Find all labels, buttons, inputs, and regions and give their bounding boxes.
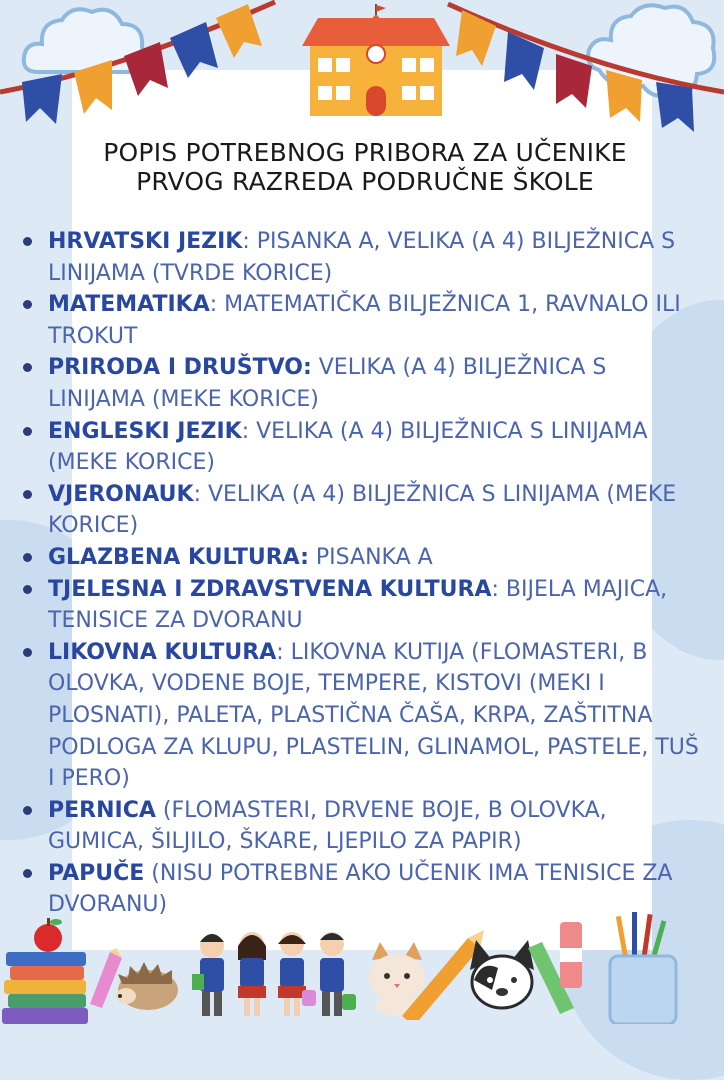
subject-name: PRIRODA I DRUŠTVO:	[48, 355, 312, 381]
children-icon	[190, 924, 360, 1024]
supply-list	[16, 226, 706, 921]
separator	[309, 545, 316, 570]
separator	[156, 798, 163, 823]
supply-description: PISANKA A	[315, 544, 433, 570]
subject-name: PAPUČE	[48, 860, 145, 886]
separator: :	[491, 576, 506, 602]
separator: :	[276, 639, 291, 665]
separator	[312, 355, 319, 380]
supply-description: LIKOVNA KUTIJA (FLOMASTERI, B OLOVKA, VODENE BOJE, TEMPERE, KISTOVI (MEKI I PLOSNATI), PALETA, PLASTIČNA ČAŠA, KRPA, ZAŠTITNA PODLOGA ZA KLUPU, PLASTELIN, GLINAMOL, PASTELE, TUŠ I PERO)	[48, 639, 699, 792]
separator: :	[242, 229, 257, 254]
subject-name: ENGLESKI JEZIK	[48, 418, 242, 444]
subject-name: MATEMATIKA	[48, 292, 210, 318]
subject-name: HRVATSKI JEZIK	[48, 229, 243, 254]
supply-list-item	[16, 637, 706, 795]
subject-name: GLAZBENA KULTURA:	[48, 544, 309, 570]
supply-description: VELIKA (A 4) BILJEŽNICA S LINIJAMA (MEKE KORICE)	[48, 418, 648, 476]
supply-list-item	[16, 574, 706, 637]
separator: :	[209, 292, 225, 318]
hedgehog-icon	[112, 954, 182, 1014]
page-title: POPIS POTREBNOG PRIBORA ZA UČENIKE PRVOG RAZREDA PODRUČNE ŠKOLE	[103, 138, 627, 196]
pencil-jar-icon	[600, 910, 690, 1024]
supply-list-item	[16, 795, 706, 858]
supply-description: VELIKA (A 4) BILJEŽNICA S LINIJAMA (MEKE KORICE)	[48, 355, 607, 412]
supply-description: VELIKA (A 4) BILJEŽNICA S LINIJAMA (MEKE KORICE)	[48, 481, 677, 539]
books-apple-icon	[0, 912, 100, 1024]
subject-name: LIKOVNA KULTURA	[48, 639, 277, 665]
supply-list-item	[16, 479, 706, 542]
subject-name: VJERONAUK	[48, 481, 194, 507]
supply-description: (FLOMASTERI, DRVENE BOJE, B OLOVKA, GUMICA, ŠILJILO, ŠKARE, LJEPILO ZA PAPIR)	[48, 797, 607, 855]
subject-name: PERNICA	[48, 797, 156, 823]
supply-list-item	[16, 226, 706, 289]
supply-list-item	[16, 542, 706, 574]
bunting-flags-icon	[0, 0, 280, 130]
supply-description: PISANKA A, VELIKA (A 4) BILJEŽNICA S LINIJAMA (TVRDE KORICE)	[48, 229, 676, 286]
pencil-icon	[548, 918, 598, 998]
supply-description: MATEMATIČKA BILJEŽNICA 1, RAVNALO ILI TROKUT	[48, 292, 681, 349]
separator: :	[241, 418, 257, 444]
subject-name: TJELESNA I ZDRAVSTVENA KULTURA	[48, 576, 492, 602]
school-building-icon	[302, 2, 450, 118]
separator: :	[193, 481, 208, 507]
bunting-flags-icon	[444, 0, 724, 140]
supply-list-item	[16, 352, 706, 415]
supply-list-item	[16, 416, 706, 479]
supply-description: BIJELA MAJICA, TENISICE ZA DVORANU	[48, 576, 668, 634]
supply-description: (NISU POTREBNE AKO UČENIK IMA TENISICE ZA DVORANU)	[48, 860, 673, 918]
supply-list-item	[16, 289, 706, 352]
